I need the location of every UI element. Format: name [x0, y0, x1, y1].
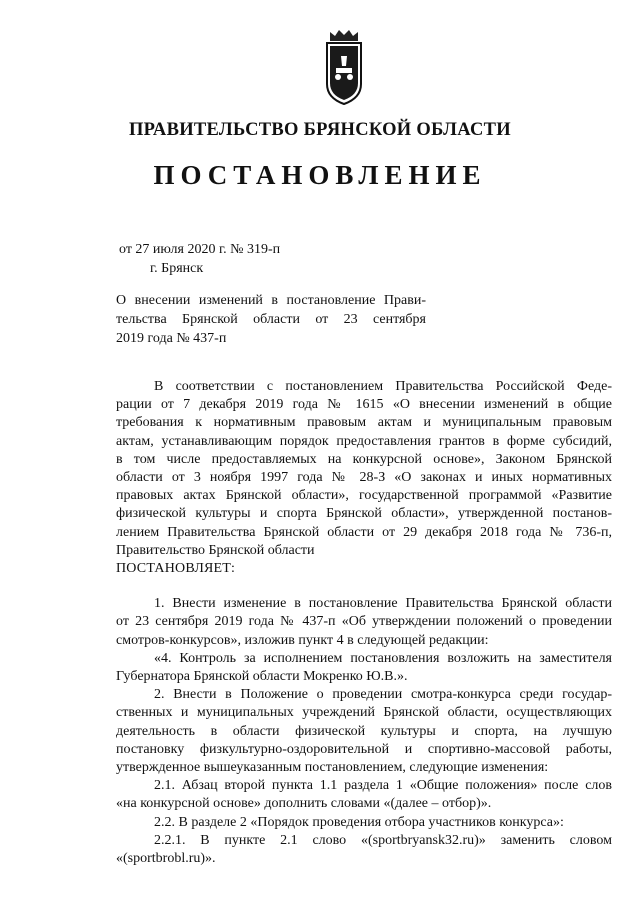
item-2-2 — [116, 814, 612, 832]
preamble-line: лением Правительства Брянской области от 29 декабря 2018 года № 736-п, — [116, 524, 612, 540]
item-line: «(sportbrobl.ru)». — [116, 851, 216, 867]
item-2-1 — [116, 777, 612, 813]
preamble-line: требования к нормативным правовым актам и муниципальным правовым — [116, 415, 612, 431]
item-line: 2. Внести в Положение о проведении смотра-конкурса среди государ- — [154, 687, 612, 703]
preamble-line: актам, устанавливающим порядок предоставления грантов в форме субсидий, — [116, 433, 612, 449]
item-line: 2.2. В разделе 2 «Порядок проведения отбора участников конкурса»: — [154, 814, 564, 830]
item-line: «на конкурсной основе» дополнить словами «(далее – отбор)». — [116, 796, 492, 812]
date-number: от 27 июля 2020 г. № 319-п — [119, 242, 281, 257]
item-line: от 23 сентября 2019 года № 437-п «Об утверждении положений о проведении — [116, 614, 612, 630]
item-2-2-1 — [116, 832, 612, 868]
item-1 — [116, 595, 612, 650]
document-type-title: ПОСТАНОВЛЕНИЕ — [153, 160, 487, 190]
item-line: деятельность в области физической культуры и спорта, на лучшую — [116, 723, 612, 739]
subject-block — [116, 291, 426, 348]
item-line: Губернатора Брянской области Мокренко Ю.В.». — [116, 669, 408, 685]
preamble-line: в том числе предоставляемых на конкурсной основе», Законом Брянской — [116, 451, 612, 467]
item-1-quote — [116, 650, 612, 686]
item-line: 1. Внести изменение в постановление Правительства Брянской области — [154, 596, 612, 612]
item-2 — [116, 686, 612, 777]
item-line: постановку физкультурно-оздоровительной и спортивно-массовой работы, — [116, 741, 612, 757]
item-line: 2.2.1. В пункте 2.1 слово «(sportbryansk32.ru)» заменить словом — [154, 832, 612, 848]
item-line: смотров-конкурсов», изложив пункт 4 в следующей редакции: — [116, 632, 489, 648]
government-title: ПРАВИТЕЛЬСТВО БРЯНСКОЙ ОБЛАСТИ — [128, 120, 511, 140]
item-line: ственных и муниципальных учреждений Брянской области, осуществляющих — [116, 705, 612, 721]
preamble-line: области от 3 ноября 1997 года № 28-З «О законах и иных нормативных — [116, 470, 612, 486]
preamble — [116, 378, 612, 560]
preamble-line: В соответствии с постановлением Правительства Российской Феде- — [154, 379, 612, 394]
subject-line: О внесении изменений в постановление Прави- — [116, 293, 426, 308]
preamble-line: правовых актах Брянской области», государственной программой «Развитие — [116, 488, 612, 504]
resolves-heading: ПОСТАНОВЛЯЕТ: — [116, 561, 236, 577]
item-line: утвержденное вышеуказанным постановлением, следующие изменения: — [116, 760, 549, 776]
subject-line: тельства Брянской области от 23 сентября — [116, 312, 426, 327]
subject-line: 2019 года № 437-п — [116, 331, 227, 346]
preamble-line: рации от 7 декабря 2019 года № 1615 «О внесении изменений в общие — [116, 397, 612, 413]
item-line: «4. Контроль за исполнением постановления возложить на заместителя — [154, 650, 612, 666]
preamble-line: Правительство Брянской области — [116, 542, 315, 558]
bryansk-coat-of-arms-icon — [321, 28, 367, 108]
document-body — [116, 378, 612, 868]
preamble-line: физической культуры и спорта Брянской области», утвержденной постанов- — [116, 506, 612, 522]
city: г. Брянск — [150, 261, 204, 276]
item-line: 2.1. Абзац второй пункта 1.1 раздела 1 «Общие положения» после слов — [154, 778, 612, 794]
